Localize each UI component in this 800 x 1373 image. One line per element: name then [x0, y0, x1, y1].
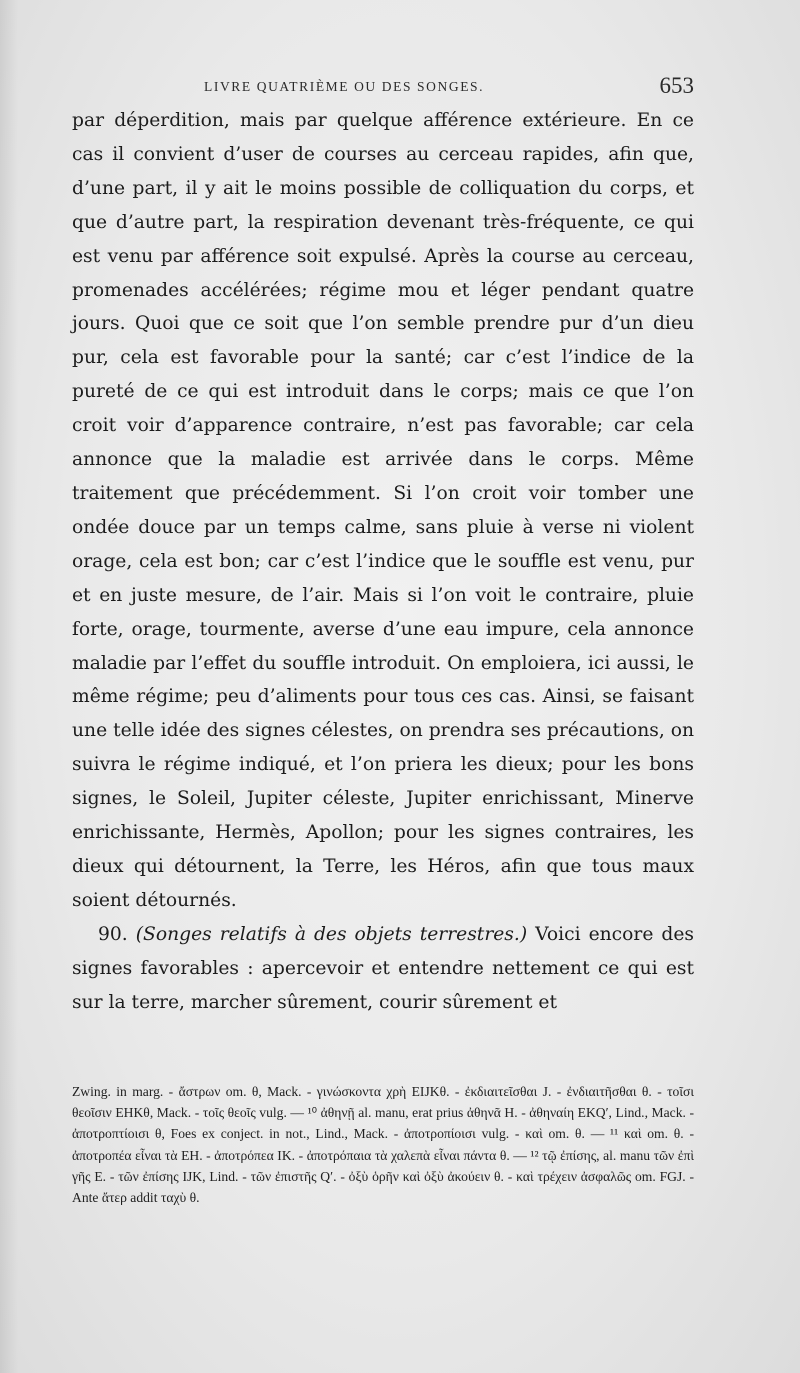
page-number: 653	[659, 73, 694, 98]
paragraph-2-text: Voici encore des signes favorables : apercevoir et entendre nettement ce qui est sur la terre, marcher sûrement, courir sûrement et	[72, 923, 694, 1013]
paragraph-1: par déperdition, mais par quelque afférence extérieure. En ce cas il convient d’user de courses au cerceau rapides, afin que, d’une part, il y ait le moins possible de colliquation du corps, et que d’autre part, la respiration devenant très-fréquente, ce qui est venu par afférence soit expulsé. Après la course au cerceau, promenades accélérées; régime mou et léger pendant quatre jours. Quoi que ce soit que l’on semble prendre pur d’un dieu pur, cela est favorable pour la santé; car c’est l’indice de la pureté de ce qui est introduit dans le corps; mais ce que l’on croit voir d’apparence contraire, n’est pas favorable; car cela annonce que la maladie est arrivée dans le corps. Même traitement que précédemment. Si l’on croit voir tomber une ondée douce par un temps calme, sans pluie à verse ni violent orage, cela est bon; car c’est l’indice que le souffle est venu, pur et en juste mesure, de l’air. Mais si l’on voit le contraire, pluie forte, orage, tourmente, averse d’une eau impure, cela annonce maladie par l’effet du souffle introduit. On emploiera, ici aussi, le même régime; peu d’aliments pour tous ces cas. Ainsi, se faisant une telle idée des signes célestes, on prendra ses précautions, on suivra le régime indiqué, et l’on priera les dieux; pour les bons signes, le Soleil, Jupiter céleste, Jupiter enrichissant, Minerve enrichissante, Hermès, Apollon; pour les signes contraires, les dieux qui détournent, la Terre, les Héros, afin que tous maux soient détournés.	[72, 110, 694, 911]
footnotes	[72, 1081, 694, 1208]
section-title: (Songes relatifs à des objets terrestres.)	[135, 923, 528, 945]
running-title: LIVRE QUATRIÈME OU DES SONGES.	[204, 79, 485, 94]
footnotes-text: Zwing. in marg. - ἄστρων om. θ, Mack. - γινώσκοντα χρὴ EIJKθ. - ἐκδιαιτεῖσθαι J. - ἐνδιαιτῆσθαι θ. - τοῖσι θεοῖσιν EHKθ, Mack. - τοῖς θεοῖς vulg. — ¹⁰ ἀθηνῇ al. manu, erat prius ἀθηνᾶ H. - ἀθηναίη EKQ′, Lind., Mack. - ἀποτροπτίοισι θ, Foes ex conject. in not., Lind., Mack. - ἀποτροπίοισι vulg. - καὶ om. θ. — ¹¹ καὶ om. θ. - ἀποτροπέα εἶναι τὰ EH. - ἀποτρόπεα IK. - ἀποτρόπαια τὰ χαλεπὰ εἶναι πάντα θ. — ¹² τῷ ἐπίσης, al. manu τῶν ἐπὶ γῆς E. - τῶν ἐπίσης IJK, Lind. - τῶν ἐπιστῆς Q′. - ὀξὺ ὁρῆν καὶ ὀξὺ ἀκούειν θ. - καὶ τρέχειν ἀσφαλῶς om. FGJ. - Ante ἄτερ addit ταχὺ θ.	[72, 1084, 694, 1206]
main-text	[72, 104, 694, 1019]
page-edge-shadow	[0, 0, 18, 1373]
section-number: 90.	[98, 923, 128, 945]
running-head	[72, 73, 694, 107]
paragraph-2	[72, 918, 694, 1020]
